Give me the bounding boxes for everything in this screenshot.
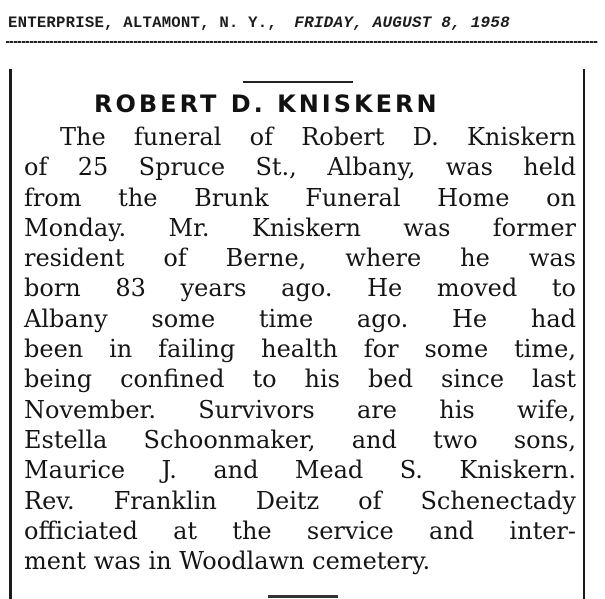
body-line: Monday. Mr. Kniskern was former xyxy=(24,213,576,242)
body-line: Rev. Franklin Deitz of Schenectady xyxy=(24,486,576,515)
body-line: being confined to his bed since last xyxy=(24,365,576,394)
obituary-headline: ROBERT D. KNISKERN xyxy=(94,90,440,118)
newspaper-name: ENTERPRISE, ALTAMONT, N. Y., xyxy=(8,14,277,32)
body-line: ment was in Woodlawn cemetery. xyxy=(24,547,431,576)
body-line: November. Survivors are his wife, xyxy=(24,395,576,424)
body-line: of 25 Spruce St., Albany, was held xyxy=(24,153,576,182)
column-rule-right xyxy=(583,69,585,599)
body-line: Albany some time ago. He had xyxy=(24,304,576,333)
column-rule-left xyxy=(9,69,12,599)
body-line: been in failing health for some time, xyxy=(24,335,576,364)
publication-date: FRIDAY, AUGUST 8, 1958 xyxy=(294,14,510,32)
body-line: Maurice J. and Mead S. Kniskern. xyxy=(24,456,576,485)
body-line: resident of Berne, where he was xyxy=(24,244,576,273)
article-top-rule xyxy=(243,81,353,83)
article-bottom-rule xyxy=(268,595,338,598)
masthead-divider xyxy=(6,41,598,43)
body-line: from the Brunk Funeral Home on xyxy=(24,183,576,212)
body-line: born 83 years ago. He moved to xyxy=(24,274,576,303)
body-line: The funeral of Robert D. Kniskern xyxy=(60,123,576,151)
body-line: officiated at the service and inter- xyxy=(24,516,576,545)
newspaper-masthead xyxy=(8,8,596,38)
body-line: Estella Schoonmaker, and two sons, xyxy=(24,425,576,454)
obituary-body xyxy=(24,122,576,576)
